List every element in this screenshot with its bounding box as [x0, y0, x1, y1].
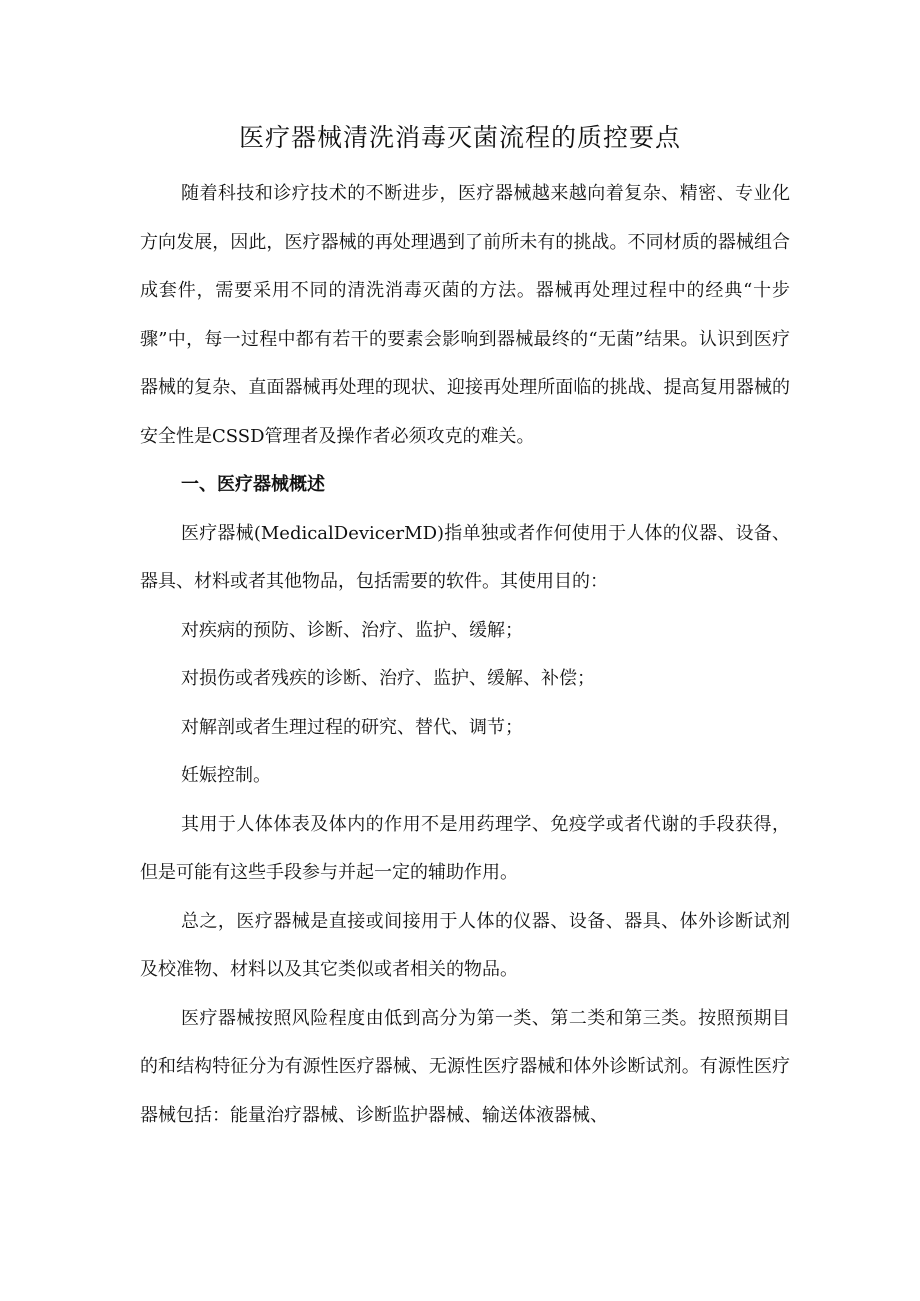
document-title: 医疗器械清洗消毒灭菌流程的质控要点: [238, 123, 681, 152]
purpose-item: 对疾病的预防、诊断、治疗、监护、缓解；: [181, 619, 523, 641]
document-body: [140, 170, 790, 1140]
purpose-item: 对解剖或者生理过程的研究、替代、调节；: [181, 716, 523, 738]
purpose-item: 对损伤或者残疾的诊断、治疗、监护、缓解、补偿；: [181, 668, 595, 689]
purpose-item: 妊娠控制。: [181, 765, 271, 786]
section-heading: 一、医疗器械概述: [181, 474, 325, 495]
body-paragraph: 其用于人体体表及体内的作用不是用药理学、免疫学或者代谢的手段获得，但是可能有这些手段参与并起一定的辅助作用。: [140, 813, 790, 883]
summary-paragraph: 总之，医疗器械是直接或间接用于人体的仪器、设备、器具、体外诊断试剂及校准物、材料以及其它类似或者相关的物品。: [140, 910, 790, 980]
classification-paragraph: 医疗器械按照风险程度由低到高分为第一类、第二类和第三类。按照预期目的和结构特征分为有源性医疗器械、无源性医疗器械和体外诊断试剂。有源性医疗器械包括：能量治疗器械、诊断监护器械、输送体液器械、: [140, 1007, 790, 1126]
intro-paragraph: 随着科技和诊疗技术的不断进步，医疗器械越来越向着复杂、精密、专业化方向发展，因此，医疗器械的再处理遇到了前所未有的挑战。不同材质的器械组合成套件，需要采用不同的清洗消毒灭菌的方法。器械再处理过程中的经典“十步骤”中，每一过程中都有若干的要素会影响到器械最终的“无菌”结果。认识到医疗器械的复杂、直面器械再处理的现状、迎接再处理所面临的挑战、提高复用器械的安全性是CSSD管理者及操作者必须攻克的难关。: [140, 183, 790, 447]
definition-paragraph: 医疗器械(MedicalDevicerMD)指单独或者作何使用于人体的仪器、设备、器具、材料或者其他物品，包括需要的软件。其使用目的：: [140, 522, 790, 592]
